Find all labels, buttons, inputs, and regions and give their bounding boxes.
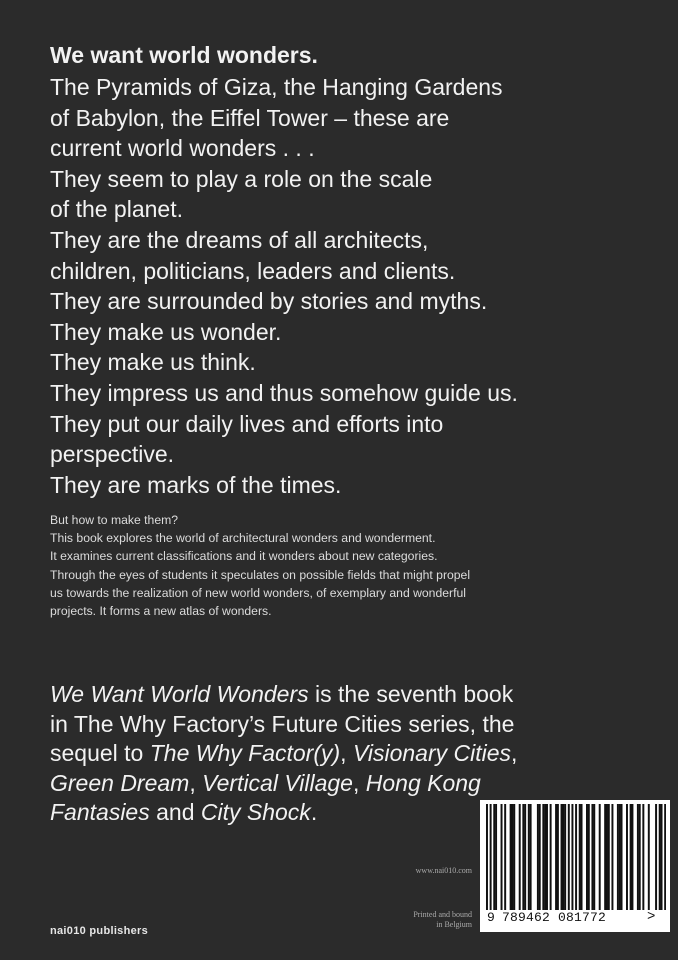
series-line: Fantasies and City Shock. [50, 799, 318, 826]
book-title: Fantasies [50, 799, 150, 826]
book-title: Vertical Village [202, 769, 353, 796]
barcode-bar [619, 804, 621, 910]
barcode-bar [562, 804, 564, 910]
barcode-arrow: > [647, 909, 656, 925]
book-title: Hong Kong [365, 769, 481, 796]
barcode-bar [557, 804, 559, 910]
manifesto-line: They make us think. [50, 349, 256, 376]
book-title: City Shock [200, 799, 311, 826]
barcode-bar [550, 804, 552, 910]
manifesto-title: We want world wonders. [50, 42, 318, 68]
barcode-bar [637, 804, 639, 910]
description-line: Through the eyes of students it speculates on possible fields that might propel [50, 567, 471, 582]
barcode-bar [659, 804, 661, 910]
barcode-bars [486, 804, 666, 910]
series-line: in The Why Factory’s Future Cities series, the [50, 710, 515, 737]
manifesto-lines [50, 72, 650, 500]
barcode-bar [579, 804, 581, 910]
barcode-bar [546, 804, 548, 910]
barcode-bar [648, 804, 650, 910]
barcode-bar [588, 804, 590, 910]
barcode-bar [599, 804, 601, 910]
barcode-bar [490, 804, 492, 910]
book-title: Green Dream [50, 769, 190, 796]
book-title: We Want World Wonders [50, 681, 309, 707]
barcode-bar [510, 804, 512, 910]
manifesto-line: They seem to play a role on the scale [50, 165, 433, 192]
book-title: The Why Factor(y) [149, 740, 341, 767]
barcode-bar [611, 804, 613, 910]
barcode-bar [513, 804, 515, 910]
manifesto-line: of the planet. [50, 196, 183, 223]
barcode-bar [539, 804, 541, 910]
barcode-bar [504, 804, 506, 910]
description-line: us towards the realization of new world wonders, of exemplary and wonderful [50, 585, 466, 600]
barcode-bar [586, 804, 588, 910]
barcode-bar [493, 804, 495, 910]
description-line: This book explores the world of architectural wonders and wonderment. [50, 531, 436, 546]
barcode-bar [606, 804, 608, 910]
barcode-lead-digit: 9 [487, 910, 495, 925]
manifesto-section [50, 38, 650, 500]
publisher-website: www.nai010.com [415, 866, 472, 875]
barcode-bar [522, 804, 524, 910]
barcode-bar [571, 804, 573, 910]
barcode-bar [639, 804, 641, 910]
description-line: It examines current classifications and it wonders about new categories. [50, 549, 438, 564]
series-line: sequel to The Why Factor(y), Visionary Cities, [50, 740, 518, 767]
barcode-bar [519, 804, 521, 910]
manifesto-line: They are the dreams of all architects, [50, 226, 429, 253]
barcode-bar [537, 804, 539, 910]
manifesto-line: current world wonders . . . [50, 135, 315, 162]
barcode-bar [655, 804, 657, 910]
barcode-bar [604, 804, 606, 910]
manifesto-line: They make us wonder. [50, 318, 282, 345]
barcode-bar [528, 804, 530, 910]
barcode-bar [617, 804, 619, 910]
manifesto-line: perspective. [50, 441, 175, 468]
barcode-bar [661, 804, 663, 910]
publisher-name: nai010 publishers [50, 925, 149, 937]
barcode-number: 789462 081772 [502, 910, 607, 925]
manifesto-line: The Pyramids of Giza, the Hanging Gardens [50, 74, 503, 100]
manifesto-line: They put our daily lives and efforts into [50, 410, 444, 437]
series-line: Green Dream, Vertical Village, Hong Kong [50, 769, 481, 796]
barcode-bar [542, 804, 544, 910]
barcode-bar [581, 804, 583, 910]
barcode-bar [501, 804, 503, 910]
description-line: But how to make them? [50, 513, 179, 527]
barcode-bar [555, 804, 557, 910]
series-line: We Want World Wonders is the seventh book [50, 681, 514, 707]
barcode-bar [511, 804, 513, 910]
barcode-bar [621, 804, 623, 910]
manifesto-line: They impress us and thus somehow guide us. [50, 379, 518, 406]
barcode-bar [664, 804, 666, 910]
manifesto-line: children, politicians, leaders and clients. [50, 257, 456, 284]
barcode-bar [631, 804, 633, 910]
manifesto-line: They are marks of the times. [50, 471, 342, 498]
manifesto-line: of Babylon, the Eiffel Tower – these are [50, 104, 450, 131]
barcode-bar [568, 804, 570, 910]
printing-note: Printed and bound in Belgium [413, 910, 472, 929]
description-line: projects. It forms a new atlas of wonders. [50, 604, 272, 619]
barcode-bar [561, 804, 563, 910]
barcode-bar [495, 804, 497, 910]
barcode-bar [608, 804, 610, 910]
barcode-bar [564, 804, 566, 910]
barcode-bar [591, 804, 593, 910]
barcode-bar [626, 804, 628, 910]
book-title: Visionary Cities [352, 740, 512, 767]
barcode-bar [575, 804, 577, 910]
barcode-bar [530, 804, 532, 910]
barcode-bar [486, 804, 488, 910]
manifesto-line: They are surrounded by stories and myths. [50, 288, 488, 315]
barcode-bar [630, 804, 632, 910]
barcode-bar [544, 804, 546, 910]
barcode-bar [593, 804, 595, 910]
barcode-bar [642, 804, 644, 910]
book-description [50, 511, 660, 620]
barcode-bar [524, 804, 526, 910]
